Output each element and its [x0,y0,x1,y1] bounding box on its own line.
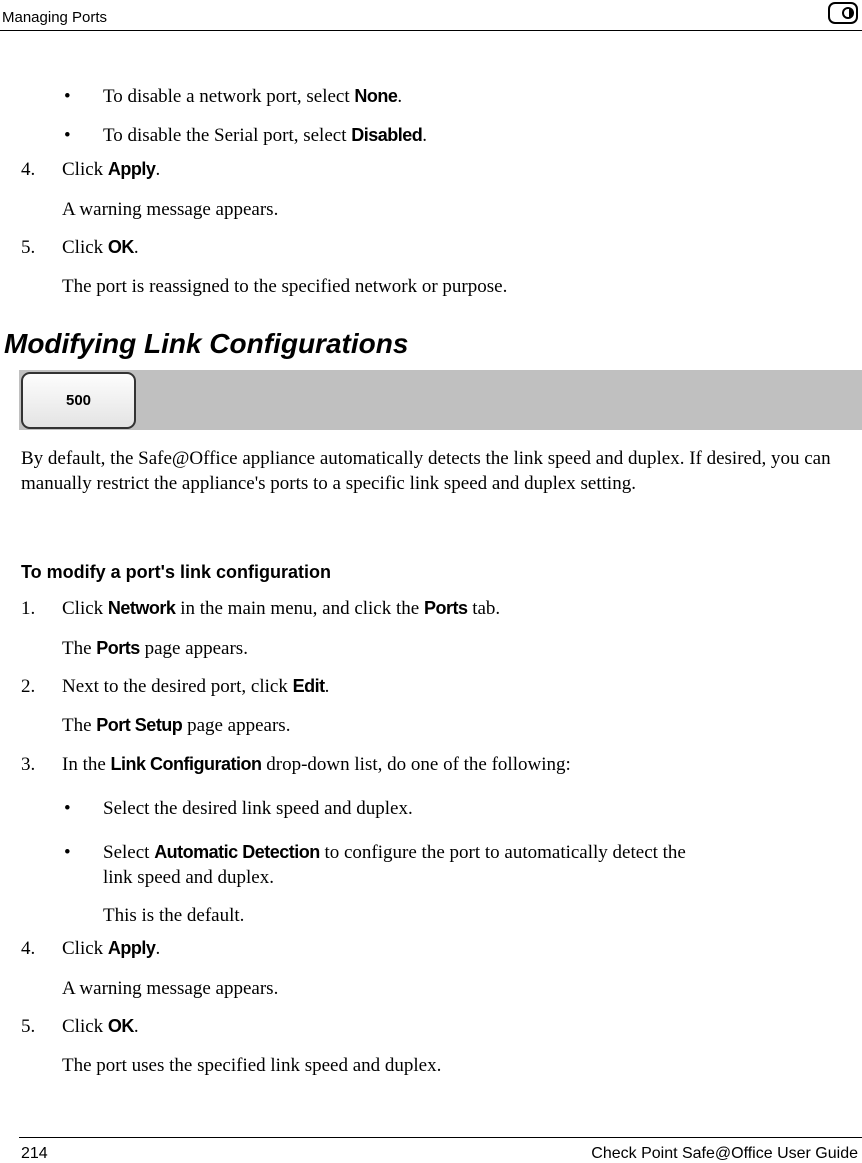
ui-label-port-setup: Port Setup [96,715,183,735]
step-number: 1. [21,598,36,619]
step-result: The Ports page appears. [62,638,248,659]
header-rule [0,30,862,31]
ui-label-edit: Edit [292,676,325,696]
step-click-ok: Click OK. [62,237,139,258]
eye-toggle-icon [828,2,858,24]
bullet-marker: • [64,842,71,863]
ui-label-apply: Apply [107,938,156,958]
bullet-automatic-detection: Select Automatic Detection to configure the port to automatically detect the [103,842,686,863]
ui-label-ports: Ports [96,638,140,658]
ui-label-disabled: Disabled [351,125,423,145]
step-result: A warning message appears. [62,978,279,999]
step-click-network: Click Network in the main menu, and click the Ports tab. [62,598,501,619]
step-click-apply: Click Apply. [62,159,161,180]
step-result: The port uses the specified link speed and duplex. [62,1055,442,1076]
ui-label-apply: Apply [107,159,156,179]
ui-label-ports: Ports [423,598,468,618]
procedure-title: To modify a port's link configuration [21,562,331,582]
bullet-disable-serial-port: To disable the Serial port, select Disabled. [103,125,428,146]
footer-rule [19,1137,862,1138]
step-link-configuration: In the Link Configuration drop-down list, do one of the following: [62,754,571,775]
step-click-apply: Click Apply. [62,938,161,959]
running-header-title: Managing Ports [2,9,108,26]
ui-label-none: None [354,86,398,106]
bullet-marker: • [64,798,71,819]
step-number: 2. [21,676,36,697]
model-applicability-bar [19,370,862,430]
bullet-marker: • [64,86,71,107]
model-badge: 500 [21,372,136,429]
step-click-ok: Click OK. [62,1016,139,1037]
ui-label-link-configuration: Link Configuration [110,754,262,774]
ui-label-automatic-detection: Automatic Detection [154,842,320,862]
intro-paragraph: By default, the Safe@Office appliance automatically detects the link speed and duplex. If desired, you can manually restrict the appliance's ports to a specific link speed and duplex setting. [21,448,831,494]
default-note: This is the default. [103,905,245,926]
step-number: 4. [21,938,36,959]
page-number: 214 [21,1145,48,1162]
step-number: 5. [21,237,36,258]
step-result: The port is reassigned to the specified network or purpose. [62,276,508,297]
bullet-select-speed: Select the desired link speed and duplex. [103,798,413,819]
section-heading: Modifying Link Configurations [4,328,409,359]
bullet-continuation: link speed and duplex. [103,867,274,888]
step-result: The Port Setup page appears. [62,715,291,736]
step-number: 5. [21,1016,36,1037]
step-result: A warning message appears. [62,199,279,220]
guide-title: Check Point Safe@Office User Guide [591,1145,858,1162]
bullet-disable-network-port: To disable a network port, select None. [103,86,403,107]
ui-label-network: Network [107,598,176,618]
step-click-edit: Next to the desired port, click Edit. [62,676,330,697]
ui-label-ok: OK [107,237,134,257]
step-number: 4. [21,159,36,180]
step-number: 3. [21,754,36,775]
bullet-marker: • [64,125,71,146]
ui-label-ok: OK [107,1016,134,1036]
